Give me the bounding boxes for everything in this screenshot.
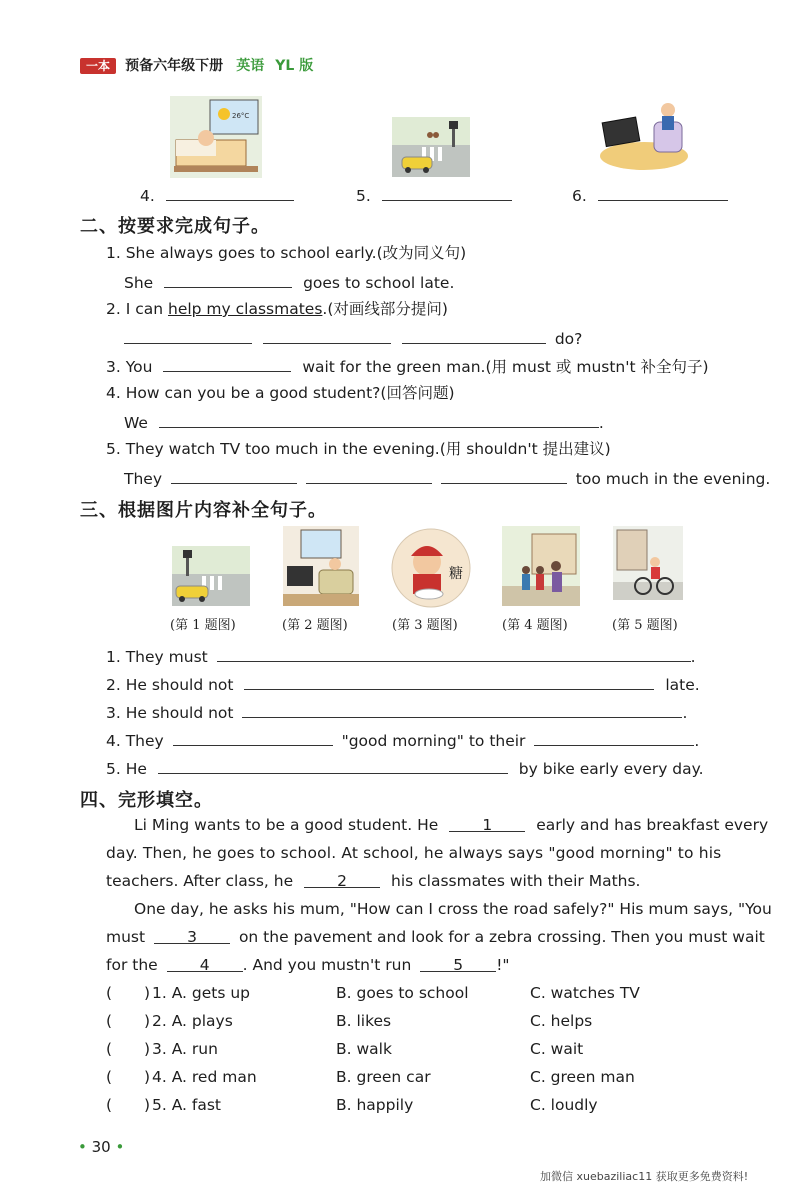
passage-text: must — [106, 928, 146, 946]
option-a: 2. A. plays — [152, 1012, 233, 1030]
cloze-p2-line2 — [106, 927, 765, 947]
picture-5-blank — [356, 184, 512, 206]
picture-4-blank — [140, 184, 294, 206]
option-row — [106, 983, 746, 1011]
answer-blank[interactable] — [598, 184, 728, 201]
option-a: 4. A. red man — [152, 1068, 257, 1086]
passage-text: early and has breakfast every — [536, 816, 769, 834]
answer-blank[interactable] — [441, 467, 567, 484]
answer-paren-close: ) — [144, 1012, 151, 1030]
answer-paren-close: ) — [144, 984, 151, 1002]
answer-prefix: They — [124, 470, 163, 488]
s2-question-3 — [106, 355, 709, 377]
picture-q5-bike — [613, 526, 683, 600]
option-c: C. loudly — [530, 1096, 598, 1114]
answer-suffix: . — [598, 414, 604, 432]
question-text: 4. They — [106, 732, 164, 750]
caption-q3: (第 3 题图) — [392, 618, 458, 633]
question-text: 1. They must — [106, 648, 208, 666]
answer-suffix: too much in the evening. — [575, 470, 771, 488]
s2-question-5: 5. They watch TV too much in the evening.(用 shouldn't 提出建议) — [106, 440, 611, 458]
section-3-title: 三、根据图片内容补全句子。 — [80, 500, 327, 521]
cloze-blank-5[interactable]: 5 — [420, 955, 496, 972]
picture-car-crossing — [392, 117, 470, 177]
answer-blank[interactable] — [171, 467, 297, 484]
option-b: B. walk — [336, 1040, 392, 1058]
answer-suffix: goes to school late. — [303, 274, 455, 292]
answer-paren-close: ) — [144, 1096, 151, 1114]
s2-question-2 — [106, 299, 448, 319]
brand-badge: 一本 — [80, 58, 116, 74]
answer-suffix: by bike early every day. — [518, 760, 704, 778]
s2-question-1: 1. She always goes to school early.(改为同义句) — [106, 244, 467, 262]
cloze-p2-line3 — [106, 955, 510, 975]
answer-blank[interactable] — [382, 184, 512, 201]
section-4-title: 四、完形填空。 — [80, 790, 213, 811]
answer-blank[interactable] — [159, 411, 599, 428]
cloze-blank-2[interactable]: 2 — [304, 871, 380, 888]
passage-text: for the — [106, 956, 158, 974]
question-text: 5. He — [106, 760, 147, 778]
page-header — [80, 55, 313, 75]
book-title: 预备六年级下册 — [125, 58, 224, 74]
answer-blank[interactable] — [402, 327, 546, 344]
answer-blank[interactable] — [166, 184, 294, 201]
answer-slot[interactable] — [116, 1067, 142, 1087]
picture-q1-car — [172, 546, 250, 606]
question-text: 3. You — [106, 358, 153, 376]
picture-q2-room — [283, 526, 359, 606]
option-c: C. watches TV — [530, 984, 640, 1002]
answer-slot[interactable] — [116, 983, 142, 1003]
s2-question-4: 4. How can you be a good student?(回答问题) — [106, 384, 455, 402]
passage-text: on the pavement and look for a zebra crossing. Then you must wait — [238, 928, 765, 946]
answer-blank[interactable] — [163, 355, 291, 372]
caption-q2: (第 2 题图) — [282, 618, 348, 633]
picture-watching-tv — [600, 100, 688, 174]
s3-question-3 — [106, 701, 687, 723]
answer-slot[interactable] — [116, 1095, 142, 1115]
answer-slot[interactable] — [116, 1011, 142, 1031]
answer-suffix: . — [694, 732, 700, 750]
s2-answer-2 — [124, 327, 582, 349]
option-b: B. happily — [336, 1096, 414, 1114]
answer-blank[interactable] — [534, 729, 694, 746]
option-a: 5. A. fast — [152, 1096, 222, 1114]
option-a: 1. A. gets up — [152, 984, 251, 1002]
answer-suffix: . — [690, 648, 696, 666]
picture-6-blank — [572, 184, 728, 206]
answer-paren-close: ) — [144, 1068, 151, 1086]
option-row — [106, 1067, 746, 1095]
passage-text: teachers. After class, he — [106, 872, 294, 890]
s3-question-1 — [106, 645, 696, 667]
question-text: "good morning" to their — [341, 732, 526, 750]
answer-blank[interactable] — [173, 729, 333, 746]
s2-answer-1 — [124, 271, 454, 293]
option-row — [106, 1039, 746, 1067]
answer-blank[interactable] — [164, 271, 292, 288]
section-2-title: 二、按要求完成句子。 — [80, 216, 270, 237]
s3-question-5 — [106, 757, 704, 779]
caption-q5: (第 5 题图) — [612, 618, 678, 633]
question-text: 3. He should not — [106, 704, 234, 722]
answer-prefix: We — [124, 414, 148, 432]
item-number: 5. — [356, 187, 371, 205]
question-text: .(对画线部分提问) — [322, 300, 448, 318]
answer-suffix: late. — [665, 676, 700, 694]
answer-blank[interactable] — [217, 645, 691, 662]
question-text: 2. He should not — [106, 676, 234, 694]
s3-question-2 — [106, 673, 700, 695]
picture-sick-in-bed — [170, 96, 262, 178]
cloze-p1-line1 — [134, 815, 768, 835]
cloze-blank-3[interactable]: 3 — [154, 927, 230, 944]
temperature-label: 26°C — [232, 112, 250, 120]
answer-blank[interactable] — [263, 327, 391, 344]
answer-suffix: . — [682, 704, 688, 722]
cloze-blank-4[interactable]: 4 — [167, 955, 243, 972]
answer-prefix: She — [124, 274, 154, 292]
option-b: B. goes to school — [336, 984, 469, 1002]
option-c: C. helps — [530, 1012, 593, 1030]
option-b: B. likes — [336, 1012, 392, 1030]
answer-paren-open: ( — [106, 1068, 113, 1086]
page-number — [78, 1138, 124, 1156]
answer-blank[interactable] — [242, 701, 682, 718]
answer-paren-open: ( — [106, 984, 113, 1002]
option-b: B. green car — [336, 1068, 431, 1086]
candy-sign: 糖 — [449, 566, 463, 582]
s3-question-4 — [106, 729, 699, 751]
item-number: 4. — [140, 187, 155, 205]
s2-answer-4 — [124, 411, 604, 433]
option-c: C. wait — [530, 1040, 584, 1058]
answer-suffix: do? — [554, 330, 583, 348]
passage-text: Li Ming wants to be a good student. He — [134, 816, 439, 834]
picture-q3-candy — [391, 528, 471, 608]
caption-q4: (第 4 题图) — [502, 618, 568, 633]
passage-text: his classmates with their Maths. — [391, 872, 641, 890]
cloze-p1-line2: day. Then, he goes to school. At school, he always says "good morning" to his — [106, 844, 722, 862]
cloze-blank-1[interactable]: 1 — [449, 815, 525, 832]
cloze-p2-line1: One day, he asks his mum, "How can I cross the road safely?" His mum says, "You — [134, 900, 772, 918]
option-row — [106, 1011, 746, 1039]
subject-label: 英语 — [236, 58, 265, 74]
answer-paren-open: ( — [106, 1012, 113, 1030]
answer-paren-close: ) — [144, 1040, 151, 1058]
option-c: C. green man — [530, 1068, 635, 1086]
answer-blank[interactable] — [158, 757, 508, 774]
options-list — [106, 983, 746, 1123]
page-number-text: 30 — [91, 1138, 111, 1156]
passage-text: !" — [496, 956, 510, 974]
watermark-text: 加微信 xuebaziliac11 获取更多免费资料! — [540, 1170, 749, 1183]
answer-blank[interactable] — [306, 467, 432, 484]
dot-icon: • — [78, 1138, 87, 1156]
s2-answer-5 — [124, 467, 770, 489]
answer-paren-open: ( — [106, 1040, 113, 1058]
answer-paren-open: ( — [106, 1096, 113, 1114]
question-text: 2. I can — [106, 300, 168, 318]
caption-q1: (第 1 题图) — [170, 618, 236, 633]
dot-icon: • — [115, 1138, 125, 1156]
answer-blank[interactable] — [244, 673, 654, 690]
answer-blank[interactable] — [124, 327, 252, 344]
option-a: 3. A. run — [152, 1040, 218, 1058]
question-text: wait for the green man.(用 must 或 mustn't 补全句子) — [302, 358, 709, 376]
cloze-p1-line3 — [106, 871, 640, 891]
answer-slot[interactable] — [116, 1039, 142, 1059]
item-number: 6. — [572, 187, 587, 205]
option-row — [106, 1095, 746, 1123]
picture-q4-teacher — [502, 526, 580, 606]
edition-label: YL 版 — [275, 58, 314, 74]
passage-text: . And you mustn't run — [242, 956, 412, 974]
underlined-phrase: help my classmates — [168, 300, 323, 318]
